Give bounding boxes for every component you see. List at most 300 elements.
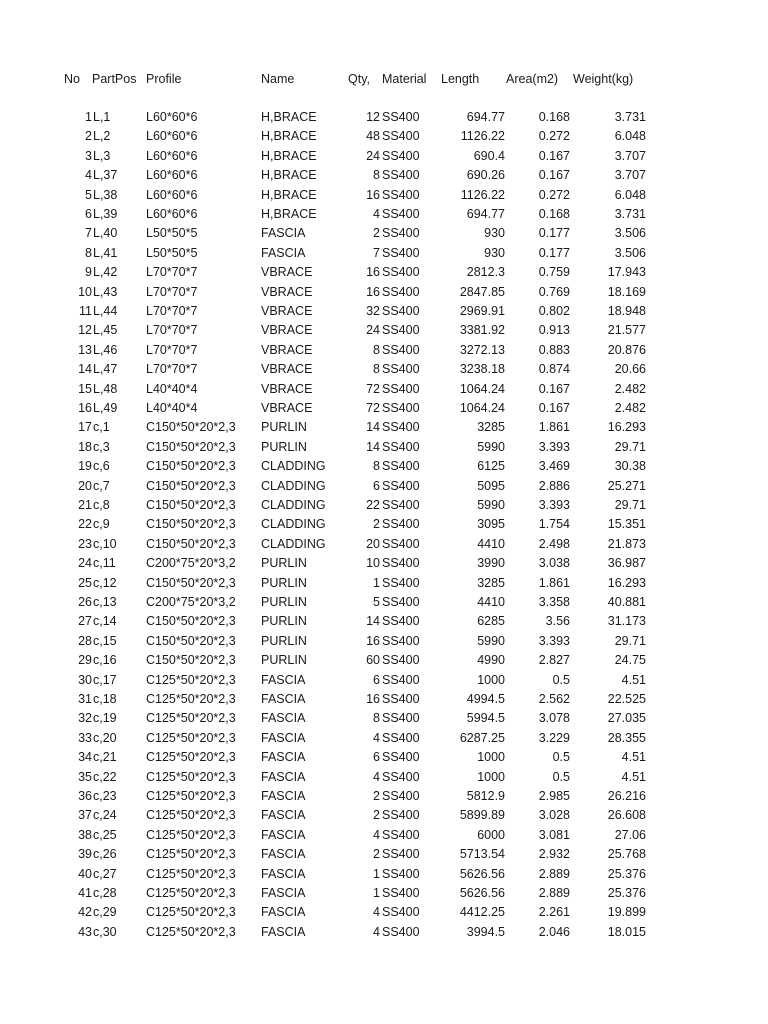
header-material: Material [382, 72, 427, 86]
cell-qty: 1 [373, 886, 380, 900]
cell-partpos: L,40 [93, 226, 118, 241]
cell-partpos: L,39 [93, 207, 118, 221]
table-row [0, 380, 768, 399]
cell-area: 3.229 [538, 730, 570, 745]
cell-profile: C125*50*20*2,3 [146, 730, 236, 745]
cell-area: 0.168 [538, 110, 570, 124]
cell-weight: 36.987 [607, 556, 646, 571]
table-row [0, 108, 768, 127]
cell-qty: 16 [366, 284, 380, 299]
cell-qty: 8 [373, 459, 380, 474]
cell-name: CLADDING [261, 536, 326, 551]
cell-weight: 40.881 [607, 595, 646, 609]
cell-qty: 16 [366, 692, 380, 706]
cell-weight: 19.899 [607, 905, 646, 920]
table-row [0, 535, 768, 554]
cell-weight: 16.293 [607, 575, 646, 590]
cell-partpos: L,2 [93, 129, 111, 144]
cell-length: 1126.22 [460, 129, 505, 144]
cell-qty: 32 [366, 304, 380, 318]
table-row [0, 477, 768, 496]
cell-profile: L50*50*5 [146, 226, 198, 241]
cell-area: 2.889 [538, 866, 570, 881]
cell-no: 35 [78, 769, 92, 784]
cell-profile: C200*75*20*3,2 [146, 556, 236, 571]
cell-material: SS400 [382, 284, 420, 299]
cell-partpos: L,3 [93, 148, 111, 163]
cell-partpos: c,16 [93, 653, 117, 668]
cell-qty: 5 [373, 595, 380, 609]
cell-qty: 8 [373, 342, 380, 357]
cell-qty: 72 [366, 381, 380, 396]
cell-profile: L60*60*6 [146, 148, 198, 163]
cell-name: CLADDING [261, 478, 326, 493]
cell-length: 6285 [477, 614, 505, 629]
cell-name: FASCIA [261, 886, 306, 900]
cell-profile: C125*50*20*2,3 [146, 866, 236, 881]
header-partpos: PartPos [92, 72, 137, 86]
cell-partpos: L,43 [93, 284, 118, 299]
cell-no: 7 [85, 226, 92, 241]
cell-length: 1126.22 [460, 187, 505, 202]
cell-no: 22 [78, 517, 92, 532]
table-row [0, 457, 768, 476]
cell-no: 32 [78, 711, 92, 726]
cell-partpos: c,25 [93, 827, 117, 842]
cell-qty: 8 [373, 168, 380, 183]
cell-partpos: L,42 [93, 265, 118, 280]
cell-profile: C150*50*20*2,3 [146, 420, 236, 435]
cell-partpos: c,10 [93, 536, 117, 551]
cell-partpos: c,1 [93, 420, 110, 435]
cell-no: 38 [78, 827, 92, 842]
cell-qty: 4 [373, 769, 380, 784]
cell-length: 5713.54 [459, 847, 505, 862]
table-row [0, 845, 768, 864]
cell-material: SS400 [382, 808, 420, 823]
cell-length: 5899.89 [459, 808, 505, 823]
cell-weight: 29.71 [614, 498, 646, 512]
cell-area: 3.028 [538, 808, 570, 823]
cell-name: H,BRACE [261, 129, 317, 144]
cell-name: VBRACE [261, 265, 313, 280]
cell-qty: 7 [373, 245, 380, 260]
cell-partpos: L,37 [93, 168, 118, 183]
cell-material: SS400 [382, 595, 420, 609]
cell-no: 40 [78, 866, 92, 881]
cell-no: 34 [78, 750, 92, 765]
cell-weight: 2.482 [614, 381, 646, 396]
cell-length: 690.4 [473, 148, 505, 163]
cell-name: H,BRACE [261, 187, 317, 202]
cell-length: 2969.91 [459, 304, 505, 318]
table-row [0, 748, 768, 767]
cell-length: 3990 [477, 556, 505, 571]
cell-profile: L60*60*6 [146, 207, 198, 221]
cell-qty: 1 [373, 575, 380, 590]
cell-length: 6125 [477, 459, 505, 474]
cell-material: SS400 [382, 556, 420, 571]
cell-length: 694.77 [466, 110, 505, 124]
cell-partpos: c,17 [93, 672, 117, 687]
cell-partpos: c,26 [93, 847, 117, 862]
cell-no: 30 [78, 672, 92, 687]
cell-name: VBRACE [261, 304, 313, 318]
table-row [0, 360, 768, 379]
cell-weight: 20.66 [614, 362, 646, 377]
cell-profile: L70*70*7 [146, 284, 198, 299]
cell-profile: C150*50*20*2,3 [146, 653, 236, 668]
cell-name: PURLIN [261, 614, 307, 629]
cell-profile: L70*70*7 [146, 342, 198, 357]
cell-weight: 21.873 [607, 536, 646, 551]
cell-name: FASCIA [261, 769, 306, 784]
cell-partpos: c,8 [93, 498, 110, 512]
cell-area: 2.932 [538, 847, 570, 862]
cell-name: FASCIA [261, 866, 306, 881]
cell-weight: 3.707 [614, 148, 646, 163]
cell-name: VBRACE [261, 284, 313, 299]
cell-no: 8 [85, 245, 92, 260]
cell-name: CLADDING [261, 498, 326, 512]
table-row [0, 826, 768, 845]
cell-profile: C150*50*20*2,3 [146, 614, 236, 629]
cell-no: 31 [78, 692, 92, 706]
cell-name: FASCIA [261, 226, 306, 241]
cell-qty: 4 [373, 905, 380, 920]
cell-partpos: L,45 [93, 323, 118, 338]
cell-name: FASCIA [261, 808, 306, 823]
cell-area: 2.046 [538, 924, 570, 939]
cell-qty: 16 [366, 187, 380, 202]
cell-length: 5990 [477, 633, 505, 648]
cell-material: SS400 [382, 750, 420, 765]
cell-name: PURLIN [261, 595, 307, 609]
cell-partpos: c,29 [93, 905, 117, 920]
cell-length: 1000 [477, 750, 505, 765]
cell-name: PURLIN [261, 575, 307, 590]
header-qty: Qty, [348, 72, 370, 86]
cell-weight: 4.51 [621, 750, 646, 765]
cell-weight: 25.271 [607, 478, 646, 493]
cell-material: SS400 [382, 866, 420, 881]
table-row [0, 671, 768, 690]
cell-no: 4 [85, 168, 92, 183]
cell-qty: 24 [366, 148, 380, 163]
cell-area: 0.802 [538, 304, 570, 318]
cell-qty: 10 [366, 556, 380, 571]
cell-weight: 3.506 [614, 245, 646, 260]
cell-qty: 4 [373, 207, 380, 221]
cell-qty: 14 [366, 420, 380, 435]
cell-material: SS400 [382, 827, 420, 842]
cell-partpos: c,23 [93, 789, 117, 803]
cell-material: SS400 [382, 924, 420, 939]
cell-profile: L70*70*7 [146, 304, 198, 318]
cell-weight: 22.525 [607, 692, 646, 706]
cell-length: 4410 [477, 536, 505, 551]
cell-partpos: L,48 [93, 381, 118, 396]
cell-length: 4410 [477, 595, 505, 609]
cell-no: 10 [78, 284, 92, 299]
cell-partpos: c,28 [93, 886, 117, 900]
cell-name: FASCIA [261, 692, 306, 706]
cell-name: PURLIN [261, 439, 307, 454]
cell-profile: C150*50*20*2,3 [146, 478, 236, 493]
cell-area: 0.874 [538, 362, 570, 377]
cell-profile: L40*40*4 [146, 401, 198, 415]
cell-material: SS400 [382, 517, 420, 532]
cell-no: 28 [78, 633, 92, 648]
cell-qty: 2 [373, 789, 380, 803]
cell-weight: 25.376 [607, 866, 646, 881]
cell-no: 5 [85, 187, 92, 202]
cell-partpos: L,44 [93, 304, 118, 318]
table-row [0, 496, 768, 515]
cell-partpos: c,19 [93, 711, 117, 726]
cell-no: 18 [78, 439, 92, 454]
cell-qty: 6 [373, 478, 380, 493]
cell-partpos: L,38 [93, 187, 118, 202]
header-name: Name [261, 72, 295, 86]
cell-material: SS400 [382, 207, 420, 221]
cell-no: 26 [78, 595, 92, 609]
cell-area: 1.861 [538, 420, 570, 435]
cell-length: 6000 [477, 827, 505, 842]
cell-area: 0.168 [538, 207, 570, 221]
cell-weight: 16.293 [607, 420, 646, 435]
cell-length: 6287.25 [459, 730, 505, 745]
cell-weight: 3.731 [614, 110, 646, 124]
cell-weight: 29.71 [614, 439, 646, 454]
cell-no: 3 [85, 148, 92, 163]
cell-name: H,BRACE [261, 110, 317, 124]
cell-no: 24 [78, 556, 92, 571]
cell-profile: C125*50*20*2,3 [146, 924, 236, 939]
cell-partpos: L,46 [93, 342, 118, 357]
cell-profile: C125*50*20*2,3 [146, 692, 236, 706]
table-row [0, 768, 768, 787]
cell-length: 5990 [477, 439, 505, 454]
cell-weight: 21.577 [607, 323, 646, 338]
cell-area: 3.078 [538, 711, 570, 726]
cell-qty: 14 [366, 614, 380, 629]
cell-area: 0.5 [552, 750, 570, 765]
cell-area: 0.272 [538, 129, 570, 144]
cell-no: 2 [85, 129, 92, 144]
cell-profile: L60*60*6 [146, 129, 198, 144]
table-row [0, 302, 768, 321]
cell-material: SS400 [382, 789, 420, 803]
cell-material: SS400 [382, 498, 420, 512]
cell-material: SS400 [382, 304, 420, 318]
cell-profile: C125*50*20*2,3 [146, 789, 236, 803]
cell-area: 2.985 [538, 789, 570, 803]
cell-material: SS400 [382, 245, 420, 260]
cell-profile: L70*70*7 [146, 265, 198, 280]
cell-profile: C125*50*20*2,3 [146, 808, 236, 823]
cell-material: SS400 [382, 905, 420, 920]
cell-qty: 12 [366, 110, 380, 124]
cell-profile: C150*50*20*2,3 [146, 439, 236, 454]
table-row [0, 903, 768, 922]
cell-qty: 24 [366, 323, 380, 338]
cell-area: 0.177 [538, 226, 570, 241]
cell-weight: 6.048 [614, 129, 646, 144]
cell-weight: 4.51 [621, 769, 646, 784]
cell-weight: 27.035 [607, 711, 646, 726]
cell-profile: L60*60*6 [146, 110, 198, 124]
cell-material: SS400 [382, 168, 420, 183]
cell-partpos: c,11 [93, 556, 116, 571]
cell-partpos: c,24 [93, 808, 117, 823]
cell-partpos: c,13 [93, 595, 117, 609]
cell-name: FASCIA [261, 924, 306, 939]
cell-profile: C150*50*20*2,3 [146, 498, 236, 512]
cell-profile: C200*75*20*3,2 [146, 595, 236, 609]
cell-material: SS400 [382, 614, 420, 629]
cell-qty: 14 [366, 439, 380, 454]
cell-weight: 26.216 [607, 789, 646, 803]
cell-material: SS400 [382, 129, 420, 144]
cell-material: SS400 [382, 226, 420, 241]
cell-length: 2847.85 [459, 284, 505, 299]
cell-length: 5626.56 [459, 866, 505, 881]
cell-weight: 3.506 [614, 226, 646, 241]
cell-name: VBRACE [261, 342, 313, 357]
cell-area: 2.498 [538, 536, 570, 551]
cell-no: 15 [78, 381, 92, 396]
cell-length: 5626.56 [459, 886, 505, 900]
cell-qty: 2 [373, 517, 380, 532]
cell-area: 0.272 [538, 187, 570, 202]
table-row [0, 186, 768, 205]
cell-profile: C150*50*20*2,3 [146, 459, 236, 474]
cell-qty: 48 [366, 129, 380, 144]
cell-area: 0.5 [552, 769, 570, 784]
cell-area: 0.759 [538, 265, 570, 280]
cell-partpos: L,1 [93, 110, 111, 124]
table-row [0, 244, 768, 263]
cell-area: 2.889 [538, 886, 570, 900]
cell-partpos: c,6 [93, 459, 110, 474]
cell-profile: C125*50*20*2,3 [146, 827, 236, 842]
cell-length: 4412.25 [459, 905, 505, 920]
table-row [0, 147, 768, 166]
cell-area: 3.081 [538, 827, 570, 842]
table-row [0, 127, 768, 146]
cell-area: 2.562 [538, 692, 570, 706]
cell-material: SS400 [382, 381, 420, 396]
cell-no: 36 [78, 789, 92, 803]
cell-partpos: c,7 [93, 478, 110, 493]
cell-name: FASCIA [261, 711, 306, 726]
cell-material: SS400 [382, 439, 420, 454]
cell-material: SS400 [382, 110, 420, 124]
cell-qty: 6 [373, 750, 380, 765]
cell-no: 39 [78, 847, 92, 862]
table-row [0, 923, 768, 942]
cell-name: VBRACE [261, 323, 313, 338]
table-row [0, 438, 768, 457]
cell-profile: L70*70*7 [146, 362, 198, 377]
cell-no: 14 [78, 362, 92, 377]
cell-name: H,BRACE [261, 168, 317, 183]
cell-partpos: c,3 [93, 439, 110, 454]
cell-name: VBRACE [261, 401, 313, 415]
cell-no: 16 [78, 401, 92, 415]
cell-name: FASCIA [261, 245, 306, 260]
table-row [0, 690, 768, 709]
header-profile: Profile [146, 72, 182, 86]
cell-material: SS400 [382, 478, 420, 493]
table-row [0, 341, 768, 360]
cell-area: 0.177 [538, 245, 570, 260]
cell-length: 5812.9 [466, 789, 505, 803]
cell-qty: 22 [366, 498, 380, 512]
cell-no: 41 [78, 886, 92, 900]
cell-name: PURLIN [261, 653, 307, 668]
cell-area: 0.883 [538, 342, 570, 357]
cell-length: 2812.3 [466, 265, 505, 280]
cell-name: VBRACE [261, 362, 313, 377]
cell-no: 11 [79, 304, 92, 318]
table-row [0, 554, 768, 573]
cell-length: 1000 [477, 672, 505, 687]
cell-no: 29 [78, 653, 92, 668]
cell-name: FASCIA [261, 672, 306, 687]
cell-length: 3285 [477, 420, 505, 435]
table-row [0, 574, 768, 593]
cell-profile: C150*50*20*2,3 [146, 575, 236, 590]
cell-profile: L60*60*6 [146, 187, 198, 202]
cell-weight: 18.948 [607, 304, 646, 318]
cell-area: 0.167 [538, 168, 570, 183]
cell-weight: 28.355 [607, 730, 646, 745]
cell-length: 3381.92 [459, 323, 505, 338]
cell-length: 694.77 [466, 207, 505, 221]
cell-qty: 16 [366, 265, 380, 280]
cell-partpos: c,20 [93, 730, 117, 745]
table-row [0, 865, 768, 884]
cell-qty: 4 [373, 924, 380, 939]
table-row [0, 787, 768, 806]
table-row [0, 166, 768, 185]
cell-material: SS400 [382, 362, 420, 377]
table-row [0, 418, 768, 437]
cell-profile: L60*60*6 [146, 168, 198, 183]
cell-length: 1064.24 [459, 401, 505, 415]
cell-weight: 31.173 [607, 614, 646, 629]
cell-partpos: L,41 [93, 245, 118, 260]
cell-qty: 8 [373, 711, 380, 726]
table-row [0, 709, 768, 728]
cell-material: SS400 [382, 459, 420, 474]
cell-no: 19 [78, 459, 92, 474]
cell-length: 3285 [477, 575, 505, 590]
cell-qty: 6 [373, 672, 380, 687]
cell-length: 4990 [477, 653, 505, 668]
table-row [0, 224, 768, 243]
cell-qty: 2 [373, 808, 380, 823]
cell-no: 13 [78, 342, 92, 357]
cell-material: SS400 [382, 323, 420, 338]
cell-area: 2.886 [538, 478, 570, 493]
cell-no: 27 [78, 614, 92, 629]
cell-material: SS400 [382, 265, 420, 280]
cell-profile: L40*40*4 [146, 381, 198, 396]
table-row [0, 399, 768, 418]
